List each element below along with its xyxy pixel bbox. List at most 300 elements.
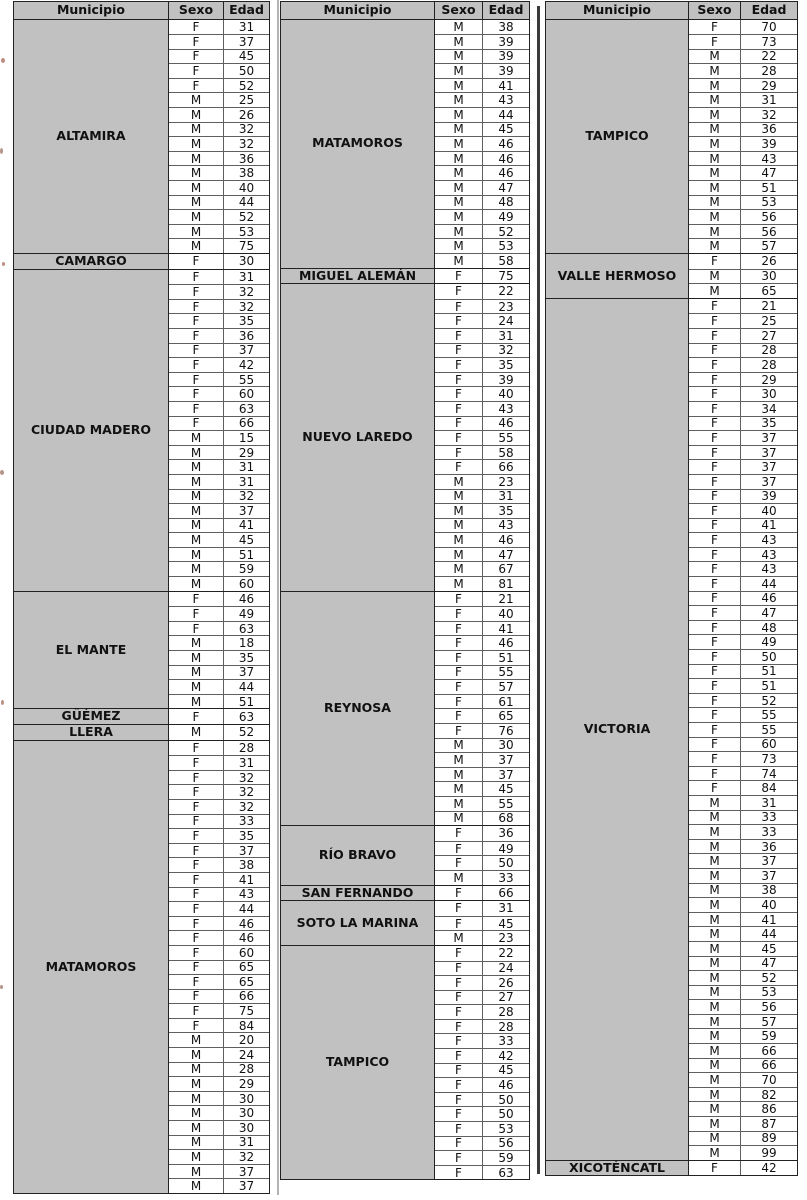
edad-cell: 36: [761, 839, 777, 854]
edad-cell: 37: [238, 665, 255, 680]
table-row: [435, 343, 529, 358]
edad-cell: 40: [761, 503, 777, 518]
sexo-cell: M: [169, 695, 224, 709]
column-header-municipio: Municipio: [14, 2, 169, 19]
table-row: [169, 843, 269, 858]
table-row: [435, 518, 529, 533]
sexo-cell: F: [169, 785, 224, 799]
sexo-cell: M: [435, 797, 483, 811]
sexo-cell: M: [169, 1136, 224, 1150]
table-row: [689, 1131, 797, 1146]
table-row: [689, 620, 797, 635]
edad-cell: 73: [761, 34, 777, 49]
sexo-cell: M: [689, 986, 741, 1000]
edad-cell: 60: [238, 387, 255, 402]
sexo-cell: F: [689, 621, 741, 635]
municipio-group: [14, 741, 269, 1193]
edad-cell: 28: [761, 343, 777, 358]
municipio-group-label: NUEVO LAREDO: [281, 284, 435, 590]
edad-cell: 43: [761, 151, 777, 166]
edad-cell: 84: [761, 781, 777, 796]
sexo-cell: M: [689, 898, 741, 912]
edad-cell: 47: [498, 547, 514, 562]
municipio-group: [14, 725, 269, 741]
sexo-cell: F: [169, 741, 224, 756]
table-row: [169, 725, 269, 740]
edad-cell: 38: [498, 19, 514, 34]
sexo-cell: F: [169, 270, 224, 285]
edad-cell: 43: [498, 93, 514, 108]
edad-cell: 33: [498, 870, 514, 885]
sexo-cell: M: [169, 562, 224, 576]
edad-cell: 32: [238, 122, 255, 137]
municipio-group-label: MIGUEL ALEMÁN: [281, 269, 435, 284]
table-row: [169, 474, 269, 489]
sexo-cell: M: [169, 548, 224, 562]
table-row: [689, 151, 797, 166]
edad-cell: 60: [238, 945, 255, 960]
sexo-cell: M: [689, 913, 741, 927]
sexo-cell: M: [169, 1106, 224, 1120]
edad-cell: 75: [498, 268, 514, 283]
column-header-edad: Edad: [229, 2, 264, 17]
table-row: [689, 532, 797, 547]
sexo-cell: M: [689, 1088, 741, 1102]
edad-cell: 57: [761, 239, 777, 254]
edad-cell: 68: [498, 811, 514, 826]
sexo-cell: F: [435, 1166, 483, 1180]
edad-cell: 66: [761, 1043, 777, 1058]
table-row: [169, 799, 269, 814]
municipio-group-label: XICOTÉNCATL: [546, 1161, 689, 1176]
municipio-table-right: [545, 1, 798, 1176]
edad-cell: 31: [238, 460, 255, 475]
table-row: [689, 941, 797, 956]
sexo-cell: M: [169, 519, 224, 533]
edad-cell: 28: [238, 1062, 255, 1077]
table-row: [689, 299, 797, 314]
table-row: [169, 49, 269, 64]
sexo-cell: M: [169, 725, 224, 740]
sexo-cell: F: [435, 842, 483, 856]
table-row: [689, 254, 797, 269]
table-row: [169, 430, 269, 445]
sexo-cell: M: [689, 181, 741, 195]
edad-cell: 21: [761, 299, 777, 314]
table-row: [689, 722, 797, 737]
edad-cell: 63: [498, 1165, 514, 1180]
edad-cell: 55: [761, 722, 777, 737]
table-row: [169, 635, 269, 650]
edad-cell: 65: [238, 960, 255, 975]
edad-cell: 63: [238, 401, 255, 416]
table-row: [435, 841, 529, 856]
edad-cell: 43: [498, 401, 514, 416]
sexo-cell: F: [169, 888, 224, 902]
table-row: [689, 766, 797, 781]
table-row: [435, 313, 529, 328]
edad-cell: 33: [761, 810, 777, 825]
sexo-cell: F: [689, 752, 741, 766]
edad-cell: 22: [498, 284, 514, 299]
edad-cell: 32: [238, 299, 255, 314]
edad-cell: 40: [238, 180, 255, 195]
sexo-cell: F: [169, 829, 224, 843]
edad-cell: 47: [498, 180, 514, 195]
table-header-row: [14, 2, 269, 20]
sexo-cell: M: [169, 446, 224, 460]
table-row: [689, 63, 797, 78]
edad-cell: 32: [761, 107, 777, 122]
edad-cell: 46: [498, 636, 514, 651]
sexo-cell: F: [435, 402, 483, 416]
table-row: [689, 1145, 797, 1160]
table-row: [169, 299, 269, 314]
edad-cell: 38: [761, 883, 777, 898]
edad-cell: 44: [238, 195, 255, 210]
edad-cell: 31: [498, 328, 514, 343]
sexo-cell: F: [169, 314, 224, 328]
table-row: [689, 1101, 797, 1116]
edad-cell: 28: [498, 1005, 514, 1020]
sexo-cell: M: [689, 1044, 741, 1058]
sexo-cell: F: [169, 285, 224, 299]
table-row: [169, 814, 269, 829]
edad-cell: 32: [238, 785, 255, 800]
edad-cell: 47: [761, 956, 777, 971]
municipio-group-label: MATAMOROS: [281, 20, 435, 268]
column-header-edad: Edad: [488, 2, 524, 17]
table-row: [689, 20, 797, 35]
municipio-group: [14, 592, 269, 710]
table-row: [169, 1105, 269, 1120]
edad-cell: 53: [498, 1121, 514, 1136]
edad-cell: 32: [238, 284, 255, 299]
sexo-cell: F: [169, 1019, 224, 1033]
table-row: [435, 474, 529, 489]
table-row: [435, 870, 529, 885]
sexo-cell: M: [689, 796, 741, 810]
sexo-cell: M: [689, 1146, 741, 1160]
table-row: [435, 209, 529, 224]
sexo-cell: M: [169, 239, 224, 253]
sexo-cell: F: [689, 373, 741, 387]
group-rows: [689, 254, 797, 298]
table-row: [435, 34, 529, 49]
sexo-cell: F: [689, 20, 741, 35]
table-row: [169, 313, 269, 328]
sexo-cell: M: [689, 123, 741, 137]
edad-cell: 30: [238, 254, 255, 269]
sexo-cell: F: [169, 756, 224, 770]
edad-cell: 32: [238, 770, 255, 785]
sexo-cell: M: [435, 50, 483, 64]
column-header-edad: Edad: [751, 2, 787, 17]
edad-cell: 27: [761, 328, 777, 343]
edad-cell: 86: [761, 1102, 777, 1117]
table-row: [689, 269, 797, 284]
sexo-cell: M: [689, 1117, 741, 1131]
edad-cell: 60: [238, 576, 255, 591]
table-row: [435, 269, 529, 284]
table-row: [169, 151, 269, 166]
table-row: [435, 694, 529, 709]
group-rows: [435, 886, 529, 901]
table-row: [169, 532, 269, 547]
sexo-cell: M: [435, 490, 483, 504]
table-row: [169, 650, 269, 665]
table-row: [435, 723, 529, 738]
group-rows: [689, 20, 797, 254]
group-rows: [169, 254, 269, 269]
sexo-cell: M: [435, 20, 483, 35]
table-row: [689, 474, 797, 489]
sexo-cell: F: [435, 460, 483, 474]
sexo-cell: F: [689, 650, 741, 664]
edad-cell: 36: [238, 151, 255, 166]
sexo-cell: F: [689, 344, 741, 358]
sexo-cell: M: [169, 137, 224, 151]
sexo-cell: F: [689, 738, 741, 752]
table-row: [435, 665, 529, 680]
sexo-cell: M: [435, 577, 483, 591]
sexo-cell: M: [689, 284, 741, 298]
municipio-group: [281, 592, 529, 827]
sexo-cell: M: [169, 123, 224, 137]
table-row: [169, 416, 269, 431]
sexo-cell: F: [435, 358, 483, 372]
edad-cell: 50: [238, 64, 255, 79]
edad-cell: 56: [761, 1000, 777, 1015]
table-row: [435, 679, 529, 694]
table-row: [689, 503, 797, 518]
sexo-cell: F: [169, 79, 224, 93]
table-row: [169, 1018, 269, 1033]
edad-cell: 66: [761, 1058, 777, 1073]
edad-cell: 53: [761, 985, 777, 1000]
municipio-group-label: ALTAMIRA: [14, 20, 169, 254]
edad-cell: 40: [498, 607, 514, 622]
table-row: [435, 63, 529, 78]
sexo-cell: M: [689, 1015, 741, 1029]
edad-cell: 44: [498, 107, 514, 122]
table-row: [169, 78, 269, 93]
table-row: [435, 49, 529, 64]
table-row: [435, 606, 529, 621]
group-rows: [435, 901, 529, 945]
edad-cell: 55: [498, 665, 514, 680]
column-header-sexo: Sexo: [435, 2, 483, 19]
table-row: [689, 224, 797, 239]
edad-cell: 41: [238, 518, 255, 533]
scan-artifact: [0, 148, 3, 154]
edad-cell: 31: [761, 795, 777, 810]
table-row: [169, 1135, 269, 1150]
table-row: [435, 1121, 529, 1136]
edad-cell: 42: [498, 1048, 514, 1063]
sexo-cell: M: [435, 739, 483, 753]
edad-cell: 30: [761, 269, 777, 284]
edad-cell: 24: [498, 314, 514, 329]
edad-cell: 49: [498, 210, 514, 225]
table-row: [435, 1004, 529, 1019]
municipio-group: [281, 946, 529, 1180]
edad-cell: 23: [498, 299, 514, 314]
table-row: [169, 694, 269, 709]
sexo-cell: M: [435, 562, 483, 576]
sexo-cell: M: [689, 1102, 741, 1116]
table-row: [689, 576, 797, 591]
group-rows: [169, 592, 269, 709]
group-rows: [435, 20, 529, 268]
sexo-cell: M: [435, 93, 483, 107]
table-row: [435, 547, 529, 562]
table-row: [435, 328, 529, 343]
sexo-cell: F: [689, 723, 741, 737]
sexo-cell: M: [689, 1029, 741, 1043]
sexo-cell: M: [435, 108, 483, 122]
municipio-group: [14, 20, 269, 255]
municipio-group: [546, 20, 797, 255]
edad-cell: 45: [238, 533, 255, 548]
table-row: [689, 634, 797, 649]
table-row: [435, 1150, 529, 1165]
sexo-cell: M: [689, 840, 741, 854]
municipio-group: [281, 269, 529, 285]
table-row: [435, 430, 529, 445]
table-row: [689, 1087, 797, 1102]
table-row: [435, 635, 529, 650]
sexo-cell: M: [435, 871, 483, 885]
table-row: [435, 357, 529, 372]
table-row: [435, 372, 529, 387]
edad-cell: 74: [761, 766, 777, 781]
sexo-cell: F: [169, 20, 224, 35]
edad-cell: 33: [761, 824, 777, 839]
sexo-cell: F: [435, 917, 483, 931]
sexo-cell: F: [435, 695, 483, 709]
table-row: [689, 737, 797, 752]
table-row: [435, 975, 529, 990]
edad-cell: 39: [761, 489, 777, 504]
table-row: [169, 887, 269, 902]
sexo-cell: F: [169, 402, 224, 416]
sexo-cell: F: [169, 35, 224, 49]
edad-cell: 57: [761, 1014, 777, 1029]
sexo-cell: M: [169, 210, 224, 224]
edad-cell: 37: [238, 843, 255, 858]
sexo-cell: F: [689, 417, 741, 431]
sexo-cell: F: [169, 844, 224, 858]
municipio-group-label: REYNOSA: [281, 592, 435, 826]
sexo-cell: M: [435, 79, 483, 93]
table-row: [689, 401, 797, 416]
edad-cell: 50: [498, 1092, 514, 1107]
table-row: [435, 1106, 529, 1121]
table-row: [689, 372, 797, 387]
sexo-cell: M: [169, 636, 224, 650]
sexo-cell: M: [689, 93, 741, 107]
edad-cell: 76: [498, 723, 514, 738]
sexo-cell: M: [435, 152, 483, 166]
edad-cell: 70: [761, 1073, 777, 1088]
table-row: [689, 343, 797, 358]
group-rows: [169, 20, 269, 254]
sexo-cell: M: [689, 79, 741, 93]
table-row: [169, 107, 269, 122]
sexo-cell: M: [689, 854, 741, 868]
table-row: [169, 1062, 269, 1077]
table-row: [435, 650, 529, 665]
edad-cell: 43: [498, 518, 514, 533]
sexo-cell: M: [169, 504, 224, 518]
edad-cell: 66: [238, 416, 255, 431]
table-row: [169, 960, 269, 975]
table-row: [689, 985, 797, 1000]
edad-cell: 26: [761, 254, 777, 269]
edad-cell: 52: [238, 725, 255, 740]
table-row: [689, 1028, 797, 1043]
sexo-cell: M: [169, 1033, 224, 1047]
edad-cell: 46: [498, 416, 514, 431]
table-row: [435, 532, 529, 547]
sexo-cell: F: [435, 1064, 483, 1078]
municipio-group: [281, 284, 529, 591]
table-row: [689, 751, 797, 766]
municipio-group-label: SAN FERNANDO: [281, 886, 435, 901]
edad-cell: 89: [761, 1131, 777, 1146]
municipio-group: [281, 901, 529, 946]
scan-artifact: [0, 985, 3, 989]
sexo-cell: F: [689, 431, 741, 445]
group-rows: [435, 826, 529, 884]
sexo-cell: F: [169, 622, 224, 636]
sexo-cell: M: [169, 460, 224, 474]
table-row: [169, 328, 269, 343]
edad-cell: 29: [238, 1077, 255, 1092]
edad-cell: 32: [238, 1150, 255, 1165]
group-rows: [169, 741, 269, 1193]
table-row: [689, 664, 797, 679]
table-row: [435, 445, 529, 460]
table-row: [169, 916, 269, 931]
table-row: [169, 180, 269, 195]
sexo-cell: F: [435, 1151, 483, 1165]
edad-cell: 61: [498, 694, 514, 709]
sexo-cell: F: [435, 284, 483, 299]
sexo-cell: F: [169, 607, 224, 621]
edad-cell: 36: [498, 826, 514, 841]
sexo-cell: M: [169, 1150, 224, 1164]
table-row: [435, 1136, 529, 1151]
table-row: [169, 784, 269, 799]
edad-cell: 67: [498, 562, 514, 577]
edad-cell: 37: [238, 1179, 255, 1194]
sexo-cell: F: [689, 767, 741, 781]
sexo-cell: M: [689, 1132, 741, 1146]
table-row: [435, 1048, 529, 1063]
table-row: [689, 92, 797, 107]
sexo-cell: F: [169, 815, 224, 829]
edad-cell: 24: [238, 1047, 255, 1062]
table-row: [169, 20, 269, 35]
table-row: [169, 165, 269, 180]
edad-cell: 99: [761, 1146, 777, 1161]
table-row: [689, 1014, 797, 1029]
sexo-cell: M: [689, 166, 741, 180]
table-row: [169, 709, 269, 724]
edad-cell: 65: [498, 709, 514, 724]
